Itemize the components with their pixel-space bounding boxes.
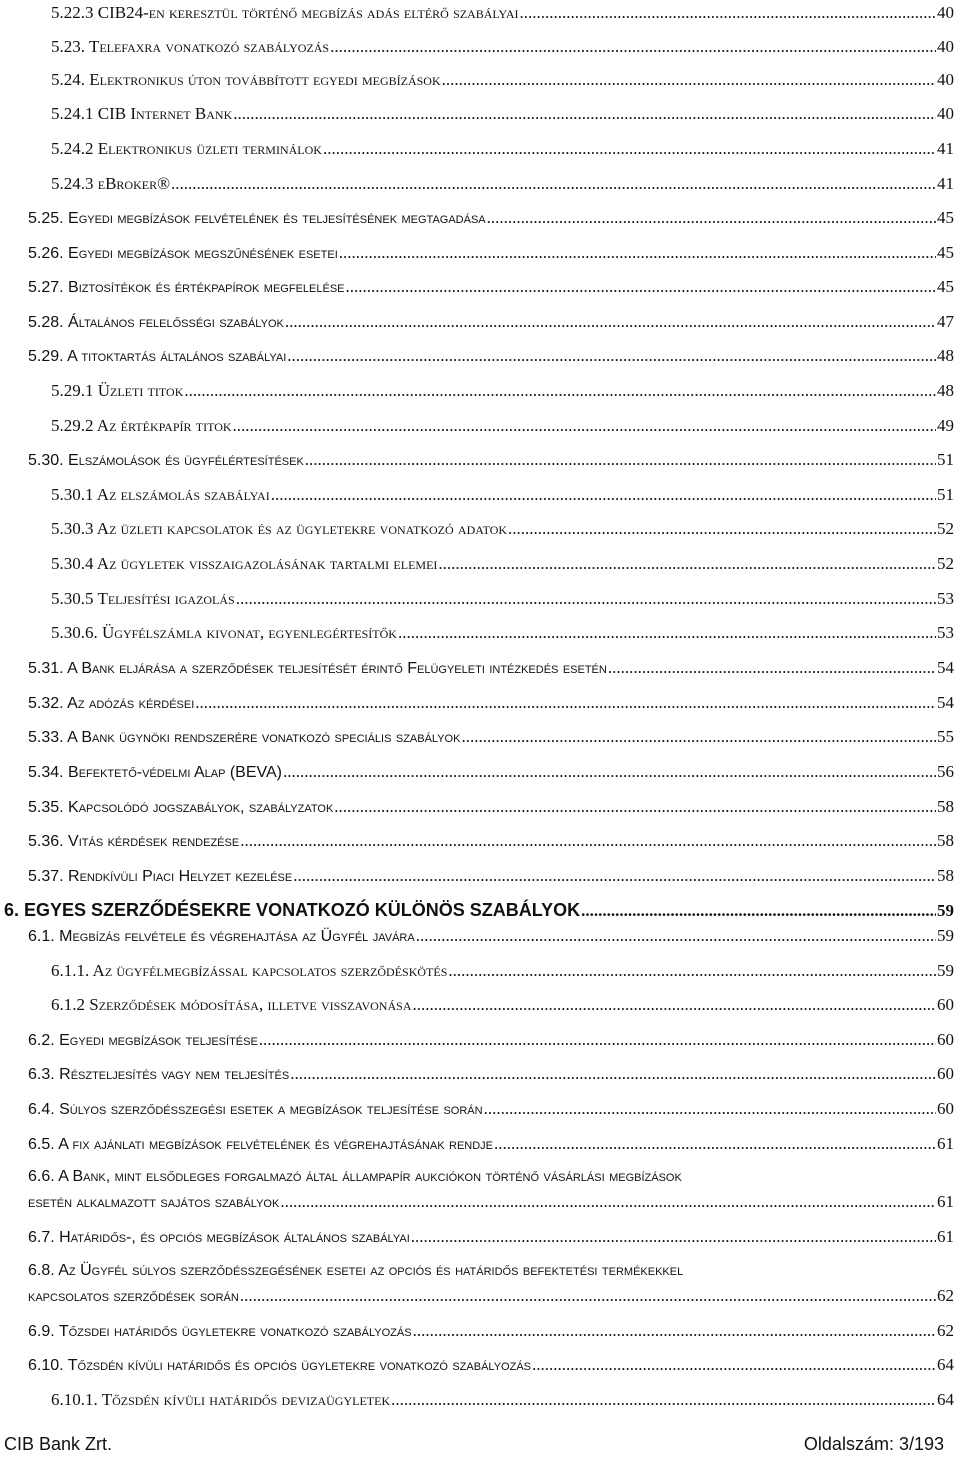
toc-entry-title: esetén alkalmazott sajátos szabályok	[28, 1194, 280, 1211]
toc-leader-dots	[334, 797, 936, 817]
toc-entry-page: 61	[937, 1192, 954, 1211]
toc-entry[interactable]	[28, 727, 954, 747]
toc-entry-title: 5.22.3 CIB24-en keresztül történő megbízás adás eltérő szabályai	[51, 3, 519, 22]
toc-leader-dots	[330, 37, 936, 57]
toc-entry[interactable]	[51, 37, 954, 57]
toc-entry-title: 5.34. Befektető-védelmi Alap (BEVA)	[28, 764, 283, 781]
toc-leader-dots	[184, 381, 936, 401]
toc-entry-page: 47	[937, 312, 954, 331]
toc-leader-dots	[271, 485, 936, 505]
footer-page-number: Oldalszám: 3/193	[803, 1434, 944, 1454]
toc-entry-page: 41	[937, 174, 954, 193]
toc-entry-title: 5.35. Kapcsolódó jogszabályok, szabályzatok	[28, 799, 334, 816]
toc-leader-dots	[438, 554, 936, 574]
toc-entry-title: 5.28. Általános felelősségi szabályok	[28, 314, 284, 331]
toc-leader-dots	[448, 961, 936, 981]
toc-entry-title: 6.4. Súlyos szerződésszegési esetek a megbízások teljesítése során	[28, 1101, 483, 1118]
toc-entry-page: 60	[937, 1030, 954, 1049]
toc-entry[interactable]	[28, 208, 954, 228]
toc-entry-page: 62	[937, 1286, 954, 1305]
toc-entry-title: 6.3. Részteljesítés vagy nem teljesítés	[28, 1066, 290, 1083]
toc-entry-title: 5.32. Az adózás kérdései	[28, 695, 195, 712]
toc-entry-page: 40	[937, 104, 954, 123]
toc-entry-title: 6.1. Megbízás felvétele és végrehajtása az Ügyfél javára	[28, 928, 415, 945]
toc-leader-dots	[461, 727, 936, 747]
toc-entry-page: 54	[937, 658, 954, 677]
toc-entry-page: 60	[937, 1064, 954, 1083]
toc-entry[interactable]	[28, 797, 954, 817]
toc-leader-dots	[305, 450, 936, 470]
toc-entry[interactable]	[28, 1321, 954, 1341]
toc-entry-title: 5.29. A titoktartás általános szabályai	[28, 348, 287, 365]
toc-leader-dots	[413, 1321, 936, 1341]
toc-leader-dots	[508, 519, 936, 539]
toc-entry-page: 48	[937, 346, 954, 365]
toc-entry-first-line[interactable]: 6.8. Az Ügyfél súlyos szerződésszegésének esetei az opciós és határidős befektetési termékekkel	[28, 1262, 684, 1279]
toc-leader-dots	[581, 901, 936, 921]
toc-leader-dots	[240, 1286, 936, 1306]
toc-entry[interactable]	[28, 831, 954, 851]
toc-leader-dots	[339, 243, 936, 263]
toc-entry[interactable]	[51, 174, 954, 194]
toc-leader-dots	[290, 1064, 936, 1084]
toc-leader-dots	[293, 866, 936, 886]
toc-entry-title: 5.29.2 Az értékpapír titok	[51, 416, 232, 435]
toc-entry-title: 5.30.5 Teljesítési igazolás	[51, 589, 235, 608]
toc-leader-dots	[484, 1099, 936, 1119]
toc-leader-dots	[608, 658, 936, 678]
toc-entry-title: kapcsolatos szerződések során	[28, 1288, 239, 1305]
toc-entry-page: 59	[937, 961, 954, 980]
toc-entry-page: 61	[937, 1134, 954, 1153]
toc-entry-page: 58	[937, 831, 954, 850]
toc-leader-dots	[283, 762, 936, 782]
toc-leader-dots	[233, 416, 936, 436]
toc-entry-page: 59	[937, 901, 954, 920]
toc-entry-title: 6.10. Tőzsdén kívüli határidős és opciós ügyletekre vonatkozó szabályozás	[28, 1357, 531, 1374]
toc-entry[interactable]	[51, 589, 954, 609]
toc-entry-page: 45	[937, 208, 954, 227]
toc-entry[interactable]	[28, 277, 954, 297]
toc-entry-title: 5.37. Rendkívüli Piaci Helyzet kezelése	[28, 868, 293, 885]
toc-leader-dots	[442, 70, 936, 90]
toc-leader-dots	[520, 3, 936, 23]
toc-entry-page: 64	[937, 1355, 954, 1374]
toc-entry[interactable]	[51, 3, 954, 23]
toc-leader-dots	[398, 623, 936, 643]
toc-entry[interactable]	[51, 139, 954, 159]
toc-entry-title: 5.30. Elszámolások és ügyfélértesítések	[28, 452, 304, 469]
toc-entry-title: 6. EGYES SZERZŐDÉSEKRE VONATKOZÓ KÜLÖNÖS SZABÁLYOK	[4, 900, 581, 920]
toc-entry-page: 40	[937, 70, 954, 89]
footer-company: CIB Bank Zrt.	[4, 1434, 113, 1454]
toc-entry[interactable]	[28, 346, 954, 366]
toc-entry-title: 5.30.1 Az elszámolás szabályai	[51, 485, 270, 504]
toc-entry-title: 6.2. Egyedi megbízások teljesítése	[28, 1032, 258, 1049]
toc-leader-dots	[416, 926, 936, 946]
toc-entry-title: 6.9. Tőzsdei határidős ügyletekre vonatkozó szabályozás	[28, 1323, 412, 1340]
toc-entry-title: 6.1.1. Az ügyfélmegbízással kapcsolatos szerződéskötés	[51, 961, 448, 980]
toc-entry-page: 53	[937, 623, 954, 642]
toc-entry[interactable]	[51, 995, 954, 1015]
toc-entry-page: 52	[937, 519, 954, 538]
toc-entry-title: 5.36. Vitás kérdések rendezése	[28, 833, 240, 850]
toc-entry-page: 55	[937, 727, 954, 746]
toc-leader-dots	[195, 693, 936, 713]
toc-leader-dots	[346, 277, 936, 297]
toc-entry-title: 5.30.6. Ügyfélszámla kivonat, egyenlegértesítők	[51, 623, 397, 642]
toc-entry-title: 5.30.3 Az üzleti kapcsolatok és az ügyletekre vonatkozó adatok	[51, 519, 508, 538]
toc-entry-page: 49	[937, 416, 954, 435]
toc-entry-title: 5.24. Elektronikus úton továbbított egyedi megbízások	[51, 70, 441, 89]
toc-entry[interactable]	[28, 312, 954, 332]
toc-entry-page: 48	[937, 381, 954, 400]
toc-entry[interactable]	[28, 866, 954, 886]
toc-leader-dots	[532, 1355, 936, 1375]
toc-leader-dots	[391, 1390, 936, 1410]
toc-entry-page: 51	[937, 450, 954, 469]
toc-leader-dots	[259, 1030, 936, 1050]
toc-entry[interactable]	[28, 693, 954, 713]
toc-entry-title: 5.24.3 eBroker®	[51, 174, 171, 193]
toc-entry[interactable]	[28, 1355, 954, 1375]
toc-entry-page: 60	[937, 995, 954, 1014]
toc-leader-dots	[487, 208, 936, 228]
toc-entry[interactable]	[51, 416, 954, 436]
toc-entry-page: 61	[937, 1227, 954, 1246]
toc-entry-title: 5.27. Biztosítékok és értékpapírok megfelelése	[28, 279, 345, 296]
toc-entry-title: 6.10.1. Tőzsdén kívüli határidős devizaügyletek	[51, 1390, 391, 1409]
toc-leader-dots	[323, 139, 936, 159]
toc-leader-dots	[494, 1134, 936, 1154]
toc-leader-dots	[236, 589, 936, 609]
toc-entry-page: 54	[937, 693, 954, 712]
toc-entry[interactable]	[28, 1286, 954, 1306]
toc-entry-title: 5.31. A Bank eljárása a szerződések teljesítését érintő Felügyeleti intézkedés esetén	[28, 660, 607, 677]
toc-leader-dots	[412, 995, 936, 1015]
toc-entry[interactable]	[51, 1390, 954, 1410]
toc-entry-page: 45	[937, 277, 954, 296]
toc-leader-dots	[411, 1227, 936, 1247]
toc-leader-dots	[285, 312, 936, 332]
page-footer	[0, 1434, 958, 1456]
toc-entry-page: 56	[937, 762, 954, 781]
toc-entry[interactable]	[28, 1227, 954, 1247]
toc-entry-first-line[interactable]: 6.6. A Bank, mint elsődleges forgalmazó által állampapír aukciókon történő vásárlási megbízások	[28, 1168, 682, 1185]
toc-entry-title: 5.30.4 Az ügyletek visszaigazolásának tartalmi elemei	[51, 554, 438, 573]
toc-entry[interactable]	[28, 1030, 954, 1050]
toc-entry[interactable]	[51, 70, 954, 90]
toc-entry[interactable]	[28, 1064, 954, 1084]
toc-entry-page: 64	[937, 1390, 954, 1409]
toc-entry-page: 41	[937, 139, 954, 158]
toc-entry-title: 5.24.2 Elektronikus üzleti terminálok	[51, 139, 322, 158]
toc-entry-page: 51	[937, 485, 954, 504]
toc-entry[interactable]	[28, 926, 954, 946]
toc-entry[interactable]	[51, 961, 954, 981]
toc-leader-dots	[233, 104, 936, 124]
toc-entry-page: 59	[937, 926, 954, 945]
toc-entry-page: 60	[937, 1099, 954, 1118]
toc-entry-page: 58	[937, 797, 954, 816]
toc-entry[interactable]	[4, 900, 954, 921]
toc-entry[interactable]	[28, 243, 954, 263]
toc-entry-title: 5.26. Egyedi megbízások megszűnésének esetei	[28, 245, 338, 262]
toc-entry-page: 52	[937, 554, 954, 573]
toc-entry[interactable]	[28, 658, 954, 678]
toc-entry[interactable]	[51, 104, 954, 124]
toc-entry[interactable]	[51, 485, 954, 505]
toc-entry-title: 5.29.1 Üzleti titok	[51, 381, 184, 400]
toc-entry-page: 53	[937, 589, 954, 608]
toc-entry-page: 58	[937, 866, 954, 885]
toc-entry-title: 6.5. A fix ajánlati megbízások felvételének és végrehajtásának rendje	[28, 1136, 494, 1153]
toc-leader-dots	[240, 831, 936, 851]
toc-entry-title: 6.1.2 Szerződések módosítása, illetve visszavonása	[51, 995, 412, 1014]
toc-entry[interactable]	[28, 1134, 954, 1154]
toc-entry[interactable]	[28, 762, 954, 782]
toc-entry-title: 5.23. Telefaxra vonatkozó szabályozás	[51, 37, 330, 56]
toc-entry-title: 5.33. A Bank ügynöki rendszerére vonatkozó speciális szabályok	[28, 729, 461, 746]
toc-entry-page: 45	[937, 243, 954, 262]
toc-entry-page: 40	[937, 3, 954, 22]
toc-leader-dots	[171, 174, 936, 194]
toc-entry[interactable]	[51, 623, 954, 643]
toc-entry[interactable]	[28, 1099, 954, 1119]
toc-entry[interactable]	[28, 450, 954, 470]
toc-entry-title: 5.24.1 CIB Internet Bank	[51, 104, 233, 123]
toc-entry[interactable]	[51, 519, 954, 539]
toc-entry[interactable]	[28, 1192, 954, 1212]
toc-entry-title: 6.7. Határidős-, és opciós megbízások általános szabályai	[28, 1229, 410, 1246]
toc-leader-dots	[280, 1192, 936, 1212]
toc-entry[interactable]	[51, 554, 954, 574]
toc-entry-page: 40	[937, 37, 954, 56]
toc-leader-dots	[287, 346, 936, 366]
toc-entry-page: 62	[937, 1321, 954, 1340]
toc-entry-title: 5.25. Egyedi megbízások felvételének és teljesítésének megtagadása	[28, 210, 486, 227]
toc-entry[interactable]	[51, 381, 954, 401]
